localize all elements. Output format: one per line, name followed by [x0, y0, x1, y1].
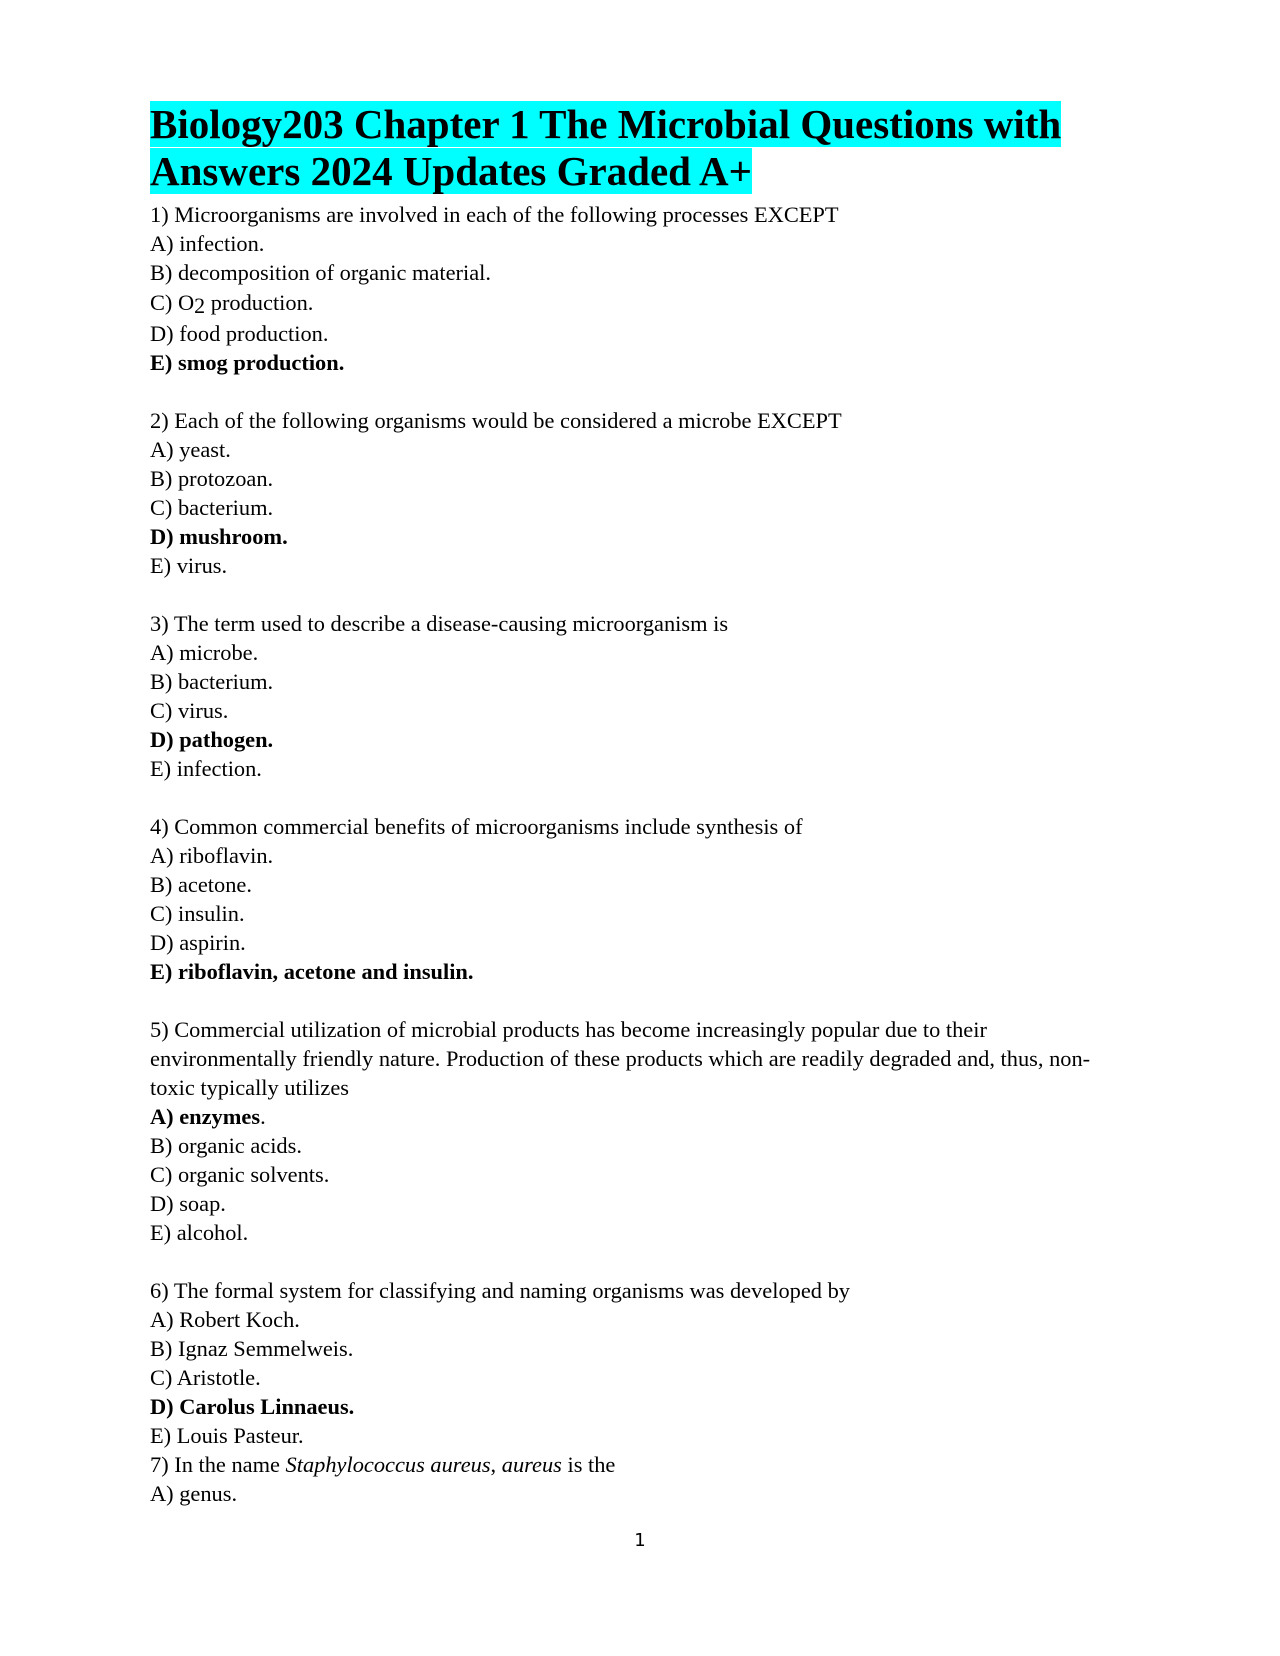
option-a: A) microbe. — [150, 640, 259, 665]
option-a: A) riboflavin. — [150, 843, 274, 868]
option-b: B) bacterium. — [150, 669, 274, 694]
option-d: D) aspirin. — [150, 930, 246, 955]
question-2 — [150, 406, 1110, 580]
spacer — [150, 783, 1110, 812]
document-page — [150, 101, 1110, 1508]
highlighted-title-text: Biology203 Chapter 1 The Microbial Questions with Answers 2024 Updates Graded A+ — [150, 101, 1062, 194]
question-1 — [150, 200, 1110, 377]
option-c — [150, 287, 1110, 319]
question-7 — [150, 1450, 1110, 1508]
option-c-suffix: production. — [205, 290, 314, 315]
stem-comma: , — [490, 1452, 502, 1477]
epithet-name: aureus — [501, 1452, 562, 1477]
option-b: B) protozoan. — [150, 466, 274, 491]
option-b: B) acetone. — [150, 872, 252, 897]
correct-answer: D) pathogen. — [150, 727, 274, 752]
stem-start: 7) In the name — [150, 1452, 286, 1477]
correct-answer: E) smog production. — [150, 350, 345, 375]
question-stem — [150, 1450, 1110, 1479]
spacer — [150, 377, 1110, 406]
option-d: D) food production. — [150, 321, 329, 346]
option-e: E) virus. — [150, 553, 228, 578]
question-3 — [150, 609, 1110, 783]
option-b: B) Ignaz Semmelweis. — [150, 1336, 354, 1361]
stem-end: is the — [561, 1452, 616, 1477]
correct-answer: D) mushroom. — [150, 524, 288, 549]
question-stem: 1) Microorganisms are involved in each of the following processes EXCEPT — [150, 202, 839, 227]
page-number: 1 — [634, 1530, 646, 1551]
option-a: A) Robert Koch. — [150, 1307, 300, 1332]
spacer — [150, 1247, 1110, 1276]
question-4 — [150, 812, 1110, 986]
option-c-subscript: 2 — [194, 293, 206, 318]
document-title — [150, 101, 1110, 195]
option-a: A) genus. — [150, 1481, 238, 1506]
option-e: E) Louis Pasteur. — [150, 1423, 304, 1448]
option-e: E) infection. — [150, 756, 262, 781]
correct-answer: D) Carolus Linnaeus. — [150, 1394, 355, 1419]
option-a: A) yeast. — [150, 437, 231, 462]
species-name: Staphylococcus aureus — [285, 1452, 491, 1477]
correct-answer-label: A) enzymes — [150, 1104, 261, 1129]
option-c: C) insulin. — [150, 901, 245, 926]
option-b: B) organic acids. — [150, 1133, 302, 1158]
option-c-prefix: C) O — [150, 290, 195, 315]
question-stem: 4) Common commercial benefits of microorganisms include synthesis of — [150, 814, 803, 839]
option-c: C) virus. — [150, 698, 229, 723]
correct-answer-period: . — [260, 1104, 266, 1129]
option-b: B) decomposition of organic material. — [150, 260, 491, 285]
spacer — [150, 986, 1110, 1015]
question-stem: 6) The formal system for classifying and naming organisms was developed by — [150, 1278, 850, 1303]
correct-answer: E) riboflavin, acetone and insulin. — [150, 959, 474, 984]
question-stem: 3) The term used to describe a disease-causing microorganism is — [150, 611, 729, 636]
option-a: A) infection. — [150, 231, 265, 256]
question-stem: 2) Each of the following organisms would be considered a microbe EXCEPT — [150, 408, 842, 433]
question-5 — [150, 1015, 1110, 1247]
option-e: E) alcohol. — [150, 1220, 249, 1245]
question-stem: 5) Commercial utilization of microbial products has become increasingly popular due to their environmentally friendly nature. Production of these products which are readily degraded and, thus, non-toxic typically utilizes — [150, 1017, 1091, 1100]
option-c: C) Aristotle. — [150, 1365, 261, 1390]
option-c: C) organic solvents. — [150, 1162, 330, 1187]
question-6 — [150, 1276, 1110, 1450]
option-d: D) soap. — [150, 1191, 226, 1216]
option-c: C) bacterium. — [150, 495, 274, 520]
spacer — [150, 580, 1110, 609]
correct-answer — [150, 1102, 1110, 1131]
